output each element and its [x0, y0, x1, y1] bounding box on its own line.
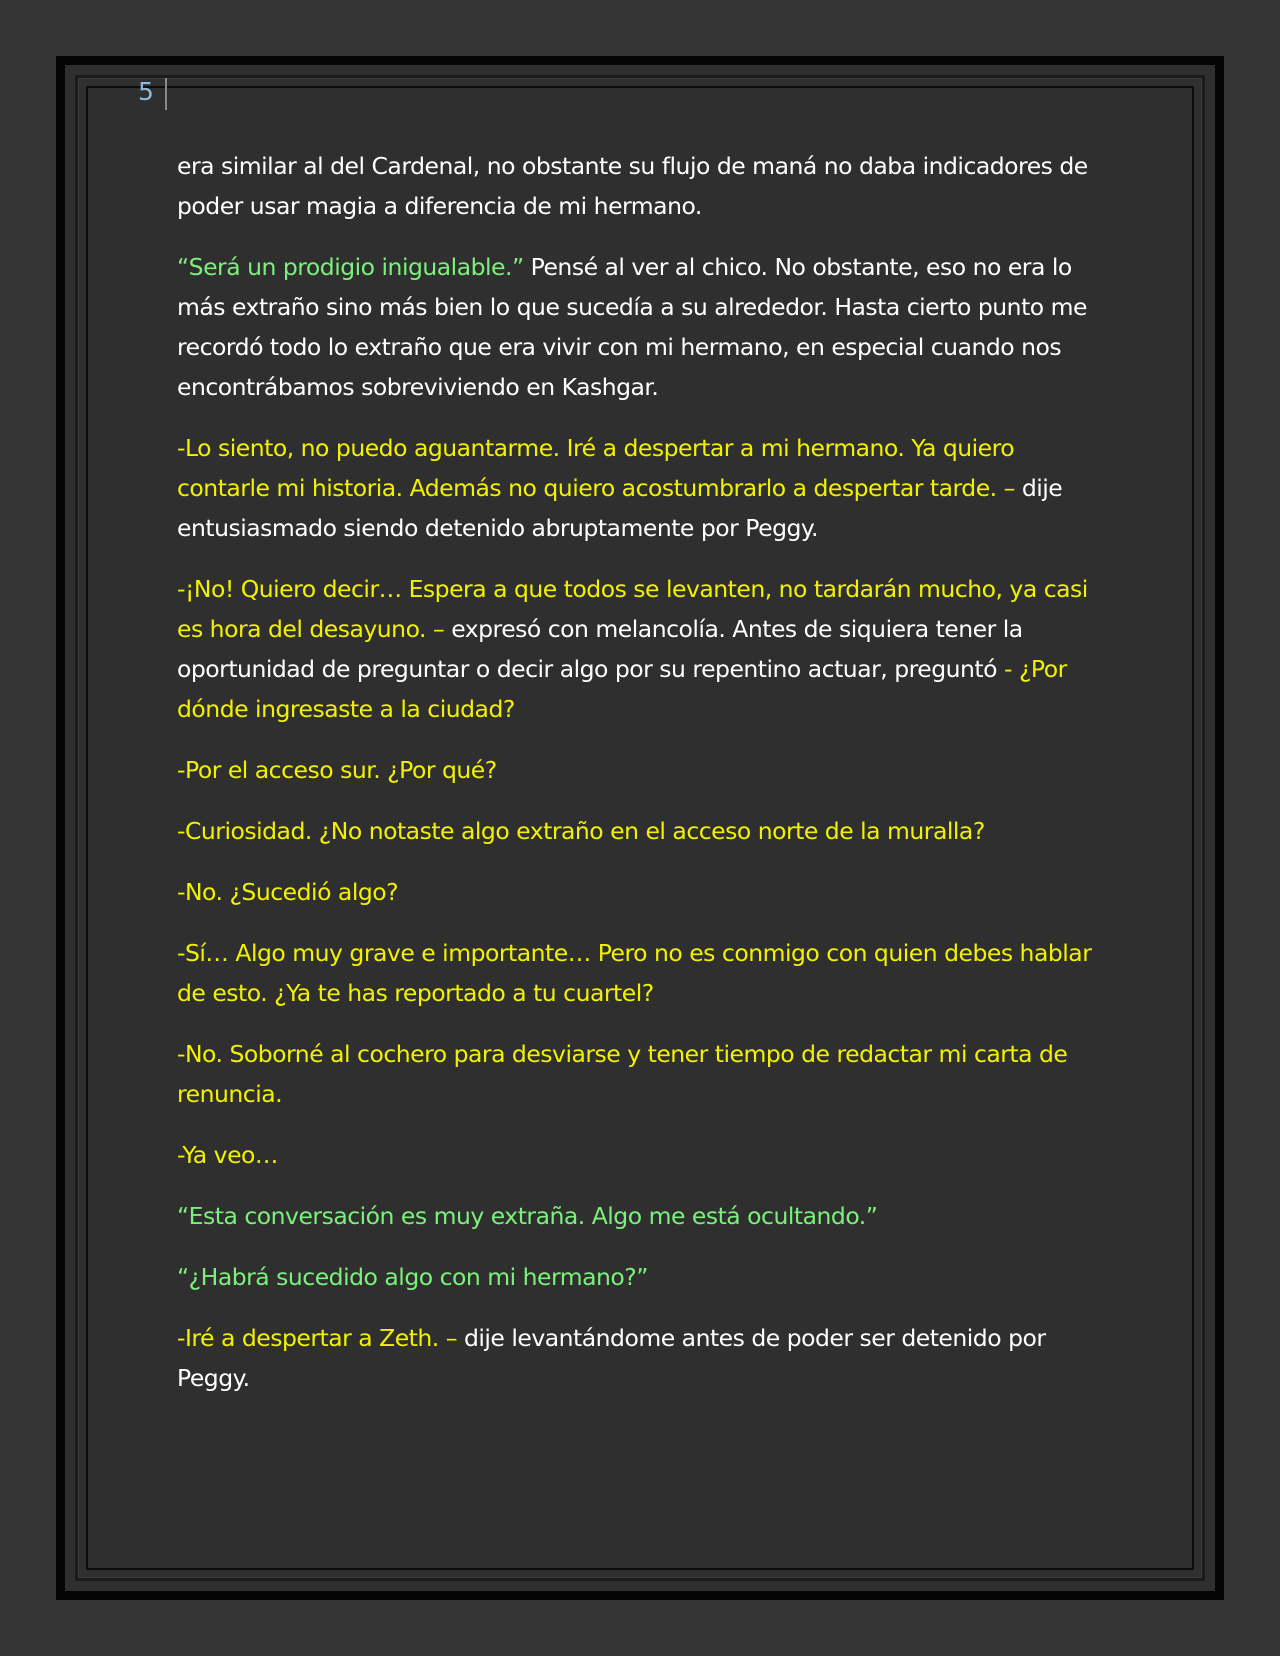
thought-text: “Esta conversación es muy extraña. Algo me está ocultando.” [177, 1202, 878, 1230]
dialogue-text: -Sí… Algo muy grave e importante… Pero no es conmigo con quien debes hablar de esto. ¿Ya te has reportado a tu cuartel? [177, 939, 1092, 1007]
narration-text: era similar al del Cardenal, no obstante su flujo de maná no daba indicadores de poder usar magia a diferencia de mi hermano. [177, 152, 1088, 220]
paragraph [177, 1196, 1112, 1236]
thought-text: “¿Habrá sucedido algo con mi hermano?” [177, 1263, 648, 1291]
page-number: 5 [138, 77, 154, 106]
dialogue-text: -Lo siento, no puedo aguantarme. Iré a despertar a mi hermano. Ya quiero contarle mi historia. Además no quiero acostumbrarlo a despertar tarde. – [177, 434, 1015, 502]
paragraph [177, 247, 1112, 407]
paragraph [177, 1257, 1112, 1297]
paragraph [177, 750, 1112, 790]
narration-text: Pensé al ver al chico. No obstante, eso no era lo más extraño sino más bien lo que sucedía a su alrededor. Hasta cierto punto me recordó todo lo extraño que era vivir con mi hermano, en especial cuando nos encontrábamos sobreviviendo en Kashgar. [177, 253, 1087, 401]
dialogue-text: -No. ¿Sucedió algo? [177, 878, 399, 906]
dialogue-text: -¡No! Quiero decir… Espera a que todos se levanten, no tardarán mucho, ya casi es hora del desayuno. – [177, 575, 1088, 643]
narration-text: dije entusiasmado siendo detenido abruptamente por Peggy. [177, 474, 1063, 542]
paragraph [177, 428, 1112, 548]
narration-text: expresó con melancolía. Antes de siquiera tener la oportunidad de preguntar o decir algo por su repentino actuar, preguntó [177, 615, 1023, 683]
paragraph [177, 1135, 1112, 1175]
thought-text: “Será un prodigio inigualable.” [177, 253, 524, 281]
paragraph [177, 569, 1112, 729]
dialogue-text: -Por el acceso sur. ¿Por qué? [177, 756, 497, 784]
paragraph [177, 811, 1112, 851]
story-text [177, 146, 1112, 1419]
paragraph [177, 1034, 1112, 1114]
paragraph [177, 1318, 1112, 1398]
dialogue-text: -Curiosidad. ¿No notaste algo extraño en el acceso norte de la muralla? [177, 817, 985, 845]
narration-text: dije levantándome antes de poder ser detenido por Peggy. [177, 1324, 1046, 1392]
dialogue-text: - ¿Por dónde ingresaste a la ciudad? [177, 655, 1067, 723]
dialogue-text: -Ya veo… [177, 1141, 278, 1169]
page-number-divider [165, 78, 167, 110]
paragraph [177, 933, 1112, 1013]
dialogue-text: -Iré a despertar a Zeth. – [177, 1324, 457, 1352]
paragraph [177, 872, 1112, 912]
dialogue-text: -No. Soborné al cochero para desviarse y tener tiempo de redactar mi carta de renuncia. [177, 1040, 1068, 1108]
paragraph [177, 146, 1112, 226]
